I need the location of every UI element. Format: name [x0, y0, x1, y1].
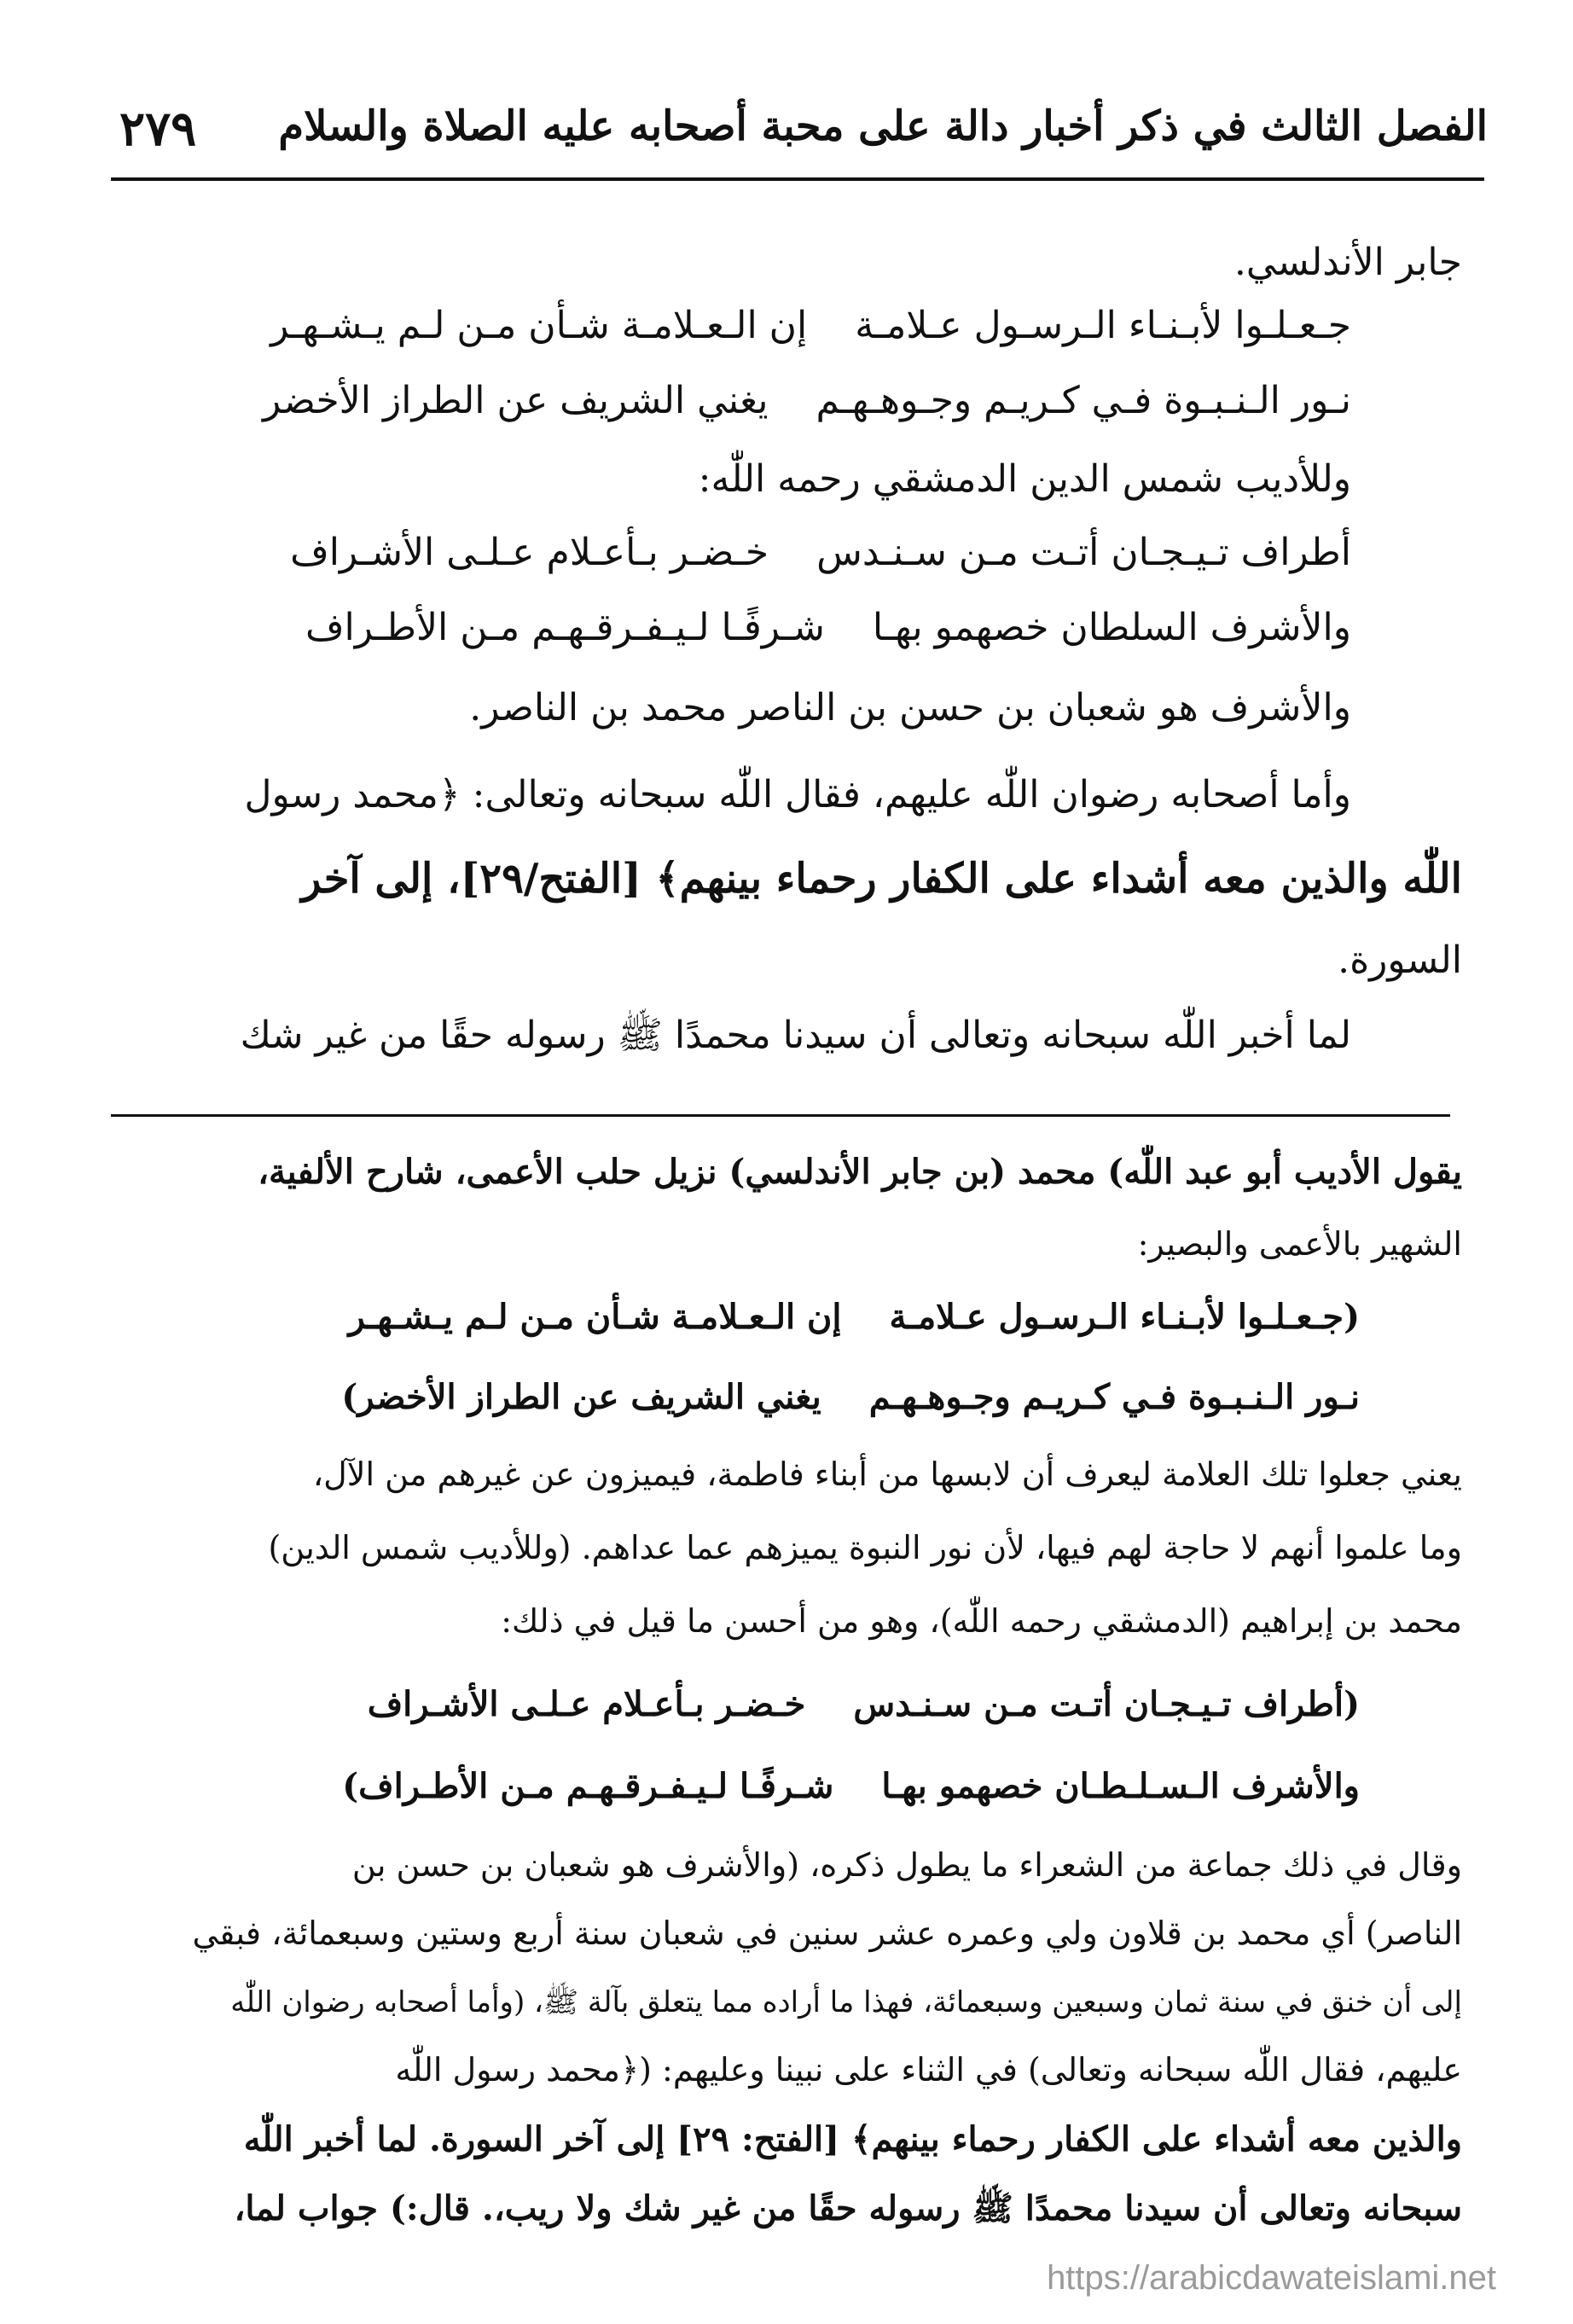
- footnote-line-2: الشهير بالأعمى والبصير:: [1137, 1225, 1462, 1263]
- verse-2-second-hemistich: يغني الشريف عن الطراز الأخضر: [263, 379, 769, 422]
- footnote-line-8: إلى أن خنق في سنة ثمان وسبعين وسبعمائة، فهذا ما أراده مما يتعلق بآلة ﷺ، (وأما أصحابه رضوان اللّٰه: [230, 1985, 1462, 2019]
- footnote-verse-4: [342, 1766, 1360, 1806]
- header-rule: [111, 177, 1484, 181]
- watermark-url: https://arabicdawateislami.net: [1047, 2259, 1496, 2297]
- verse-1-first-hemistich: جـعـلـوا لأبـنـاء الـرسـول عـلامـة: [855, 304, 1351, 347]
- footnote-verse-2-second: يغني الشريف عن الطراز الأخضر): [341, 1377, 821, 1417]
- footnote-verse-3-second: خـضـر بـأعـلام عـلـى الأشـراف: [367, 1684, 806, 1724]
- verse-3-first-hemistich: أطراف تـيـجـان أتـت مـن سـنـدس: [816, 531, 1351, 574]
- verse-3: [290, 531, 1351, 574]
- page-number: ٢٧٩: [119, 101, 197, 157]
- main-line-7: لما أخبر اللّٰه سبحانه وتعالى أن سيدنا محمدًا ﷺ رسوله حقًا من غير شك: [240, 1014, 1351, 1057]
- footnote-verse-4-first: والأشرف الـسـلـطـان خصهمو بهـا: [881, 1766, 1360, 1806]
- main-line-4: وأما أصحابه رضوان اللّٰه عليهم، فقال اللّٰه سبحانه وتعالى: ﴿محمد رسول: [244, 773, 1351, 816]
- footnote-line-3: يعني جعلوا تلك العلامة ليعرف أن لابسها من أبناء فاطمة، فيميزون عن غيرهم من الآل،: [312, 1455, 1462, 1493]
- footnote-verse-4-second: شـرفًـا لـيـفـرقـهـم مـن الأطـراف): [342, 1766, 834, 1806]
- verse-3-second-hemistich: خـضـر بـأعـلام عـلـى الأشـراف: [290, 531, 769, 574]
- footnote-line-4: وما علموا أنهم لا حاجة لهم فيها، لأن نور النبوة يميزهم عما عداهم. (وللأديب شمس الدين): [268, 1529, 1462, 1566]
- footnote-verse-1-second: إن الـعـلامـة شـأن مـن لـم يـشـهـر: [348, 1297, 842, 1337]
- footnote-line-6: وقال في ذلك جماعة من الشعراء ما يطول ذكره، (والأشرف هو شعبان بن حسن بن: [351, 1846, 1462, 1884]
- footnote-line-11: سبحانه وتعالى أن سيدنا محمدًا ﷺ رسوله حقًا من غير شك ولا ريب،. قال:) جواب لما،: [234, 2188, 1462, 2228]
- main-line-6: السورة.: [1338, 938, 1462, 982]
- verse-2-first-hemistich: نـور الـنـبـوة فـي كـريـم وجـوهـهـم: [816, 379, 1351, 422]
- main-line-2: وللأديب شمس الدين الدمشقي رحمه اللّٰه:: [698, 457, 1351, 501]
- footnote-verse-1: [349, 1297, 1360, 1337]
- verse-4-second-hemistich: شـرفًـا لـيـفـرقـهـم مـن الأطـراف: [305, 606, 825, 649]
- verse-2: [263, 379, 1351, 422]
- footnote-line-10: والذين معه أشداء على الكفار رحماء بينهم﴾ [الفتح: ٢٩] إلى آخر السورة. لما أخبر اللّٰه: [243, 2119, 1462, 2159]
- main-line-3: والأشرف هو شعبان بن حسن بن الناصر محمد بن الناصر.: [469, 686, 1351, 729]
- footnote-line-7: الناصر) أي محمد بن قلاون ولي وعمره عشر سنين في شعبان سنة أربع وستين وسبعمائة، فبقي: [192, 1914, 1462, 1952]
- footnote-verse-1-first: (جـعـلـوا لأبـنـاء الـرسـول عـلامـة: [889, 1297, 1360, 1337]
- verse-4: [305, 606, 1351, 649]
- footnote-rule: [111, 1114, 1450, 1117]
- chapter-header: الفصل الثالث في ذكر أخبار دالة على محبة أصحابه عليه الصلاة والسلام: [278, 102, 1488, 150]
- footnote-verse-2-first: نـور الـنـبـوة فـي كـريـم وجـوهـهـم: [868, 1377, 1360, 1417]
- footnote-line-5: محمد بن إبراهيم (الدمشقي رحمه اللّٰه)، وهو من أحسن ما قيل في ذلك:: [501, 1602, 1462, 1640]
- verse-1-second-hemistich: إن الـعـلامـة شـأن مـن لـم يـشـهـر: [270, 304, 808, 347]
- footnote-verse-3: [368, 1684, 1360, 1724]
- footnote-line-1: يقول الأديب أبو عبد اللّٰه) محمد (بن جابر الأندلسي) نزيل حلب الأعمى، شارح الألفية،: [258, 1152, 1462, 1192]
- footnote-verse-2: [341, 1377, 1360, 1417]
- main-line-1: جابر الأندلسي.: [1233, 241, 1462, 284]
- footnote-verse-3-first: (أطراف تـيـجـان أتـت مـن سـنـدس: [853, 1684, 1360, 1724]
- verse-4-first-hemistich: والأشرف السلطان خصهمو بهـا: [872, 606, 1351, 649]
- footnote-line-9: عليهم، فقال اللّٰه سبحانه وتعالى) في الثناء على نبينا وعليهم: (﴿محمد رسول اللّٰه: [395, 2051, 1462, 2089]
- main-line-5: اللّٰه والذين معه أشداء على الكفار رحماء بينهم﴾ [الفتح/٢٩]، إلى آخر: [301, 855, 1462, 903]
- verse-1: [270, 304, 1351, 347]
